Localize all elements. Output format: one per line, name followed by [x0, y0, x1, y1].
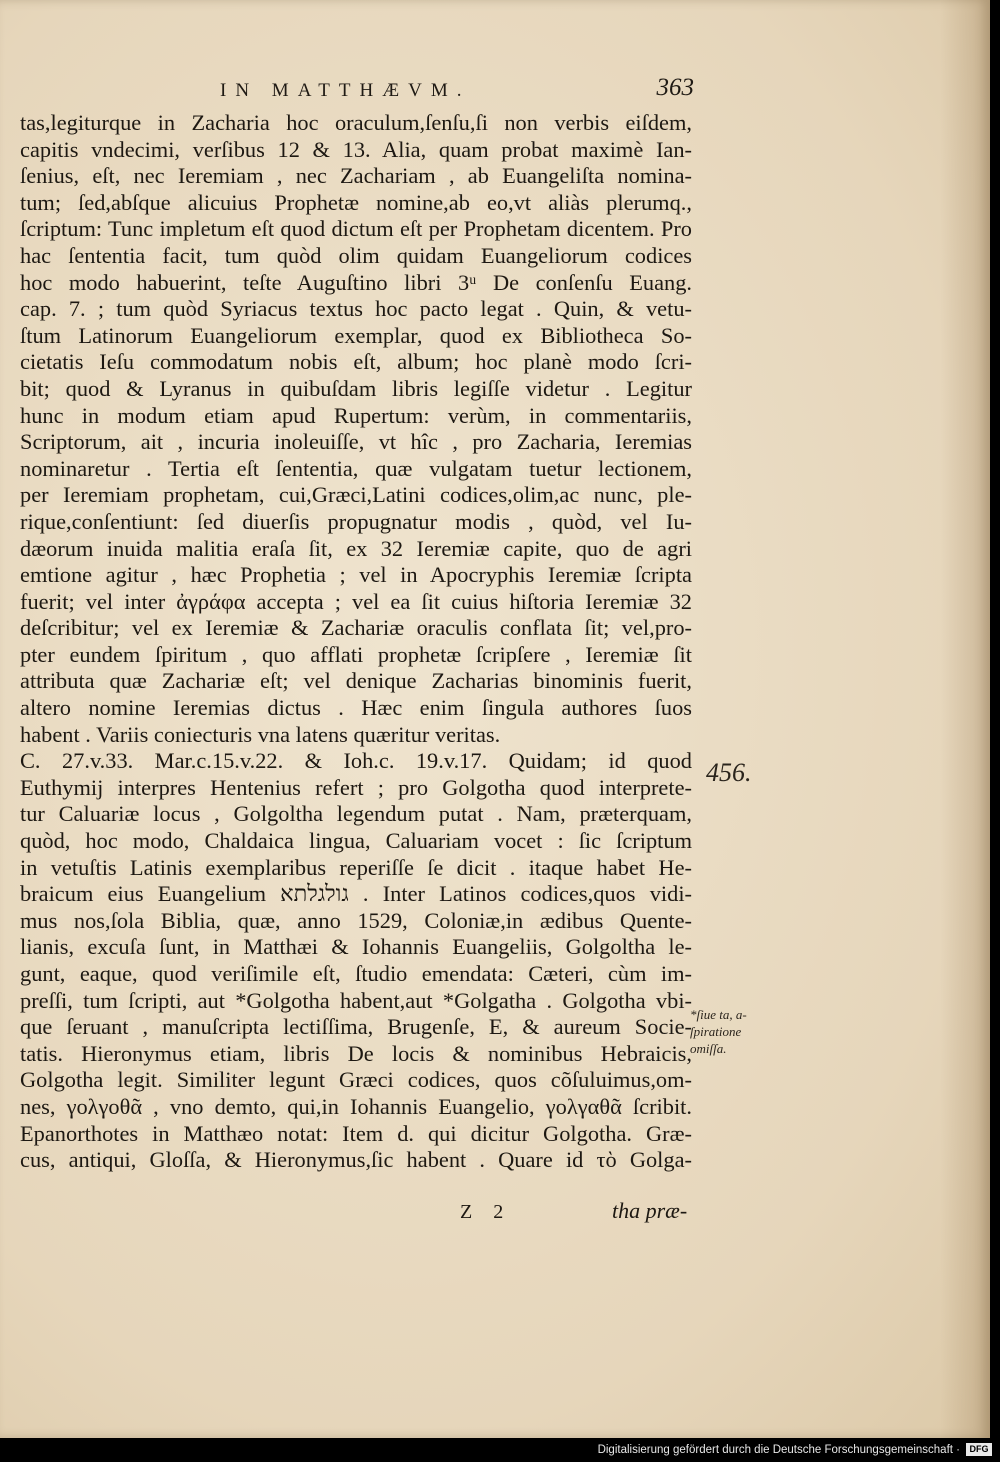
text-line: hunc in modum etiam apud Rupertum: verùm, in commentariis,	[20, 402, 692, 428]
text-line: per Ieremiam prophetam, cui,Græci,Latini codices,olim,ac nunc, ple-	[20, 482, 692, 508]
text-line: cus, antiqui, Gloſſa, & Hieronymus,ſic habent . Quare id τὸ Golga-	[20, 1147, 692, 1173]
text-line: hac ſententia facit, tum quòd olim quidam Euangeliorum codices	[20, 242, 692, 268]
text-line: fuerit; vel inter ἀγράφα accepta ; vel ea ſit cuius hiſtoria Ieremiæ 32	[20, 588, 692, 614]
dfg-credit-bar	[0, 1438, 1000, 1462]
text-line: braicum eius Euangelium גולגלתא . Inter Latinos codices,quos vidi-	[20, 881, 692, 907]
text-line: ſenius, eſt, nec Ieremiam , nec Zachariam , ab Euangeliſta nomina-	[20, 163, 692, 189]
text-line: dæorum inuida malitia eraſa ſit, ex 32 Ieremiæ capite, quo de agri	[20, 535, 692, 561]
text-line: in vetuſtis Latinis exemplaribus reperiſſe ſe dicit . itaque habet He-	[20, 854, 692, 880]
text-line: nominaretur . Tertia eſt ſententia, quæ vulgatam tuetur lectionem,	[20, 455, 692, 481]
text-line: que ſeruant , manuſcripta lectiſſima, Brugenſe, E, & aureum Socie-	[20, 1014, 692, 1040]
text-line: mus nos,ſola Biblia, quæ, anno 1529, Coloniæ,in ædibus Quente-	[20, 907, 692, 933]
text-line: hoc modo habuerint, teſte Auguſtino libri 3ᵘ De conſenſu Euang.	[20, 269, 692, 295]
signature-mark: Z 2	[460, 1201, 512, 1223]
text-line: gunt, eaque, quod veriſimile eſt, ſtudio emendata: Cæteri, cùm im-	[20, 961, 692, 986]
margin-note-line: ſpiratione	[690, 1024, 742, 1039]
running-title: IN MATTHÆVM.	[220, 80, 471, 101]
text-line: cap. 7. ; tum quòd Syriacus textus hoc pacto legat . Quin, & vetu-	[20, 296, 692, 322]
text-line: Euthymij interpres Hentenius refert ; pro Golgotha quod interprete-	[20, 774, 692, 800]
text-line: capitis vndecimi, verſibus 12 & 13. Alia, quam probat maximè Ian-	[20, 136, 692, 162]
page-footer	[0, 1198, 700, 1228]
text-line: bit; quod & Lyranus in quibuſdam libris legiſſe videtur . Legitur	[20, 375, 692, 401]
margin-note-line: omiſſa.	[690, 1041, 727, 1056]
body-text	[20, 110, 692, 1174]
catchword: tha præ-	[612, 1198, 688, 1223]
text-line: cietatis Ieſu commodatum nobis eſt, album; hoc planè modo ſcri-	[20, 349, 692, 375]
text-line: nes, γολγοθᾶ , vno demto, qui,in Iohannis Euangelio, γολγαθᾶ ſcribit.	[20, 1093, 692, 1119]
text-line: C. 27.v.33. Mar.c.15.v.22. & Ioh.c. 19.v.17. Quidam; id quod	[20, 748, 692, 774]
text-line: ſcriptum: Tunc impletum eſt quod dictum eſt per Prophetam dicentem. Pro	[20, 216, 692, 242]
text-line: Scriptorum, ait , incuria inoleuiſſe, vt hîc , pro Zacharia, Ieremias	[20, 429, 692, 455]
text-line: Epanorthotes in Matthæo notat: Item d. qui dicitur Golgotha. Græ-	[20, 1120, 692, 1146]
page-number: 363	[656, 74, 694, 101]
text-line: pter eundem ſpiritum , quo afflati prophetæ ſcripſere , Ieremiæ ſit	[20, 641, 692, 667]
margin-note	[690, 1006, 785, 1057]
text-line: Golgotha legit. Similiter legunt Græci codices, quos cõſuluimus,om-	[20, 1067, 692, 1093]
text-line: habent . Variis coniecturis vna latens quæritur veritas.	[20, 721, 501, 747]
margin-number: 456.	[706, 758, 752, 787]
page-header	[150, 74, 694, 108]
text-line: tas,legiturque in Zacharia hoc oraculum,ſenſu,ſi non verbis eiſdem,	[20, 110, 692, 135]
dfg-logo: DFG	[966, 1443, 992, 1456]
text-line: tur Caluariæ locus , Golgoltha legendum putat . Nam, præterquam,	[20, 801, 692, 827]
text-line: deſcribitur; vel ex Ieremiæ & Zachariæ oraculis conflata ſit; vel,pro-	[20, 615, 692, 641]
text-line: quòd, hoc modo, Chaldaica lingua, Caluariam vocet : ſic ſcriptum	[20, 828, 692, 854]
text-line: ſtum Latinorum Euangeliorum exemplar, quod ex Bibliotheca So-	[20, 322, 692, 348]
text-line: altero nomine Ieremias dictus . Hæc enim ſingula authores ſuos	[20, 695, 692, 721]
text-line: lianis, excuſa ſunt, in Matthæi & Iohannis Euangeliis, Golgoltha le-	[20, 934, 692, 960]
dfg-credit-text: Digitalisierung gefördert durch die Deutsche Forschungsgemeinschaft ·	[597, 1444, 960, 1456]
text-line: rique,conſentiunt: ſed diuerſis propugnatur modis , quòd, vel Iu-	[20, 508, 692, 534]
text-line: emtione agitur , hæc Prophetia ; vel in Apocryphis Ieremiæ ſcripta	[20, 562, 692, 588]
text-line: preſſi, tum ſcripti, aut *Golgotha habent,aut *Golgatha . Golgotha vbi-	[20, 987, 692, 1013]
text-line: attributa quæ Zachariæ eſt; vel denique Zacharias binominis fuerit,	[20, 668, 692, 694]
text-line: tum; ſed,abſque alicuius Prophetæ nomine,ab eo,vt aliàs plerumq.,	[20, 189, 692, 215]
page-edge-shadow	[940, 0, 990, 1438]
margin-note-line: *ſiue ta, a-	[690, 1007, 747, 1022]
text-line: tatis. Hieronymus etiam, libris De locis & nominibus Hebraicis,	[20, 1040, 692, 1066]
